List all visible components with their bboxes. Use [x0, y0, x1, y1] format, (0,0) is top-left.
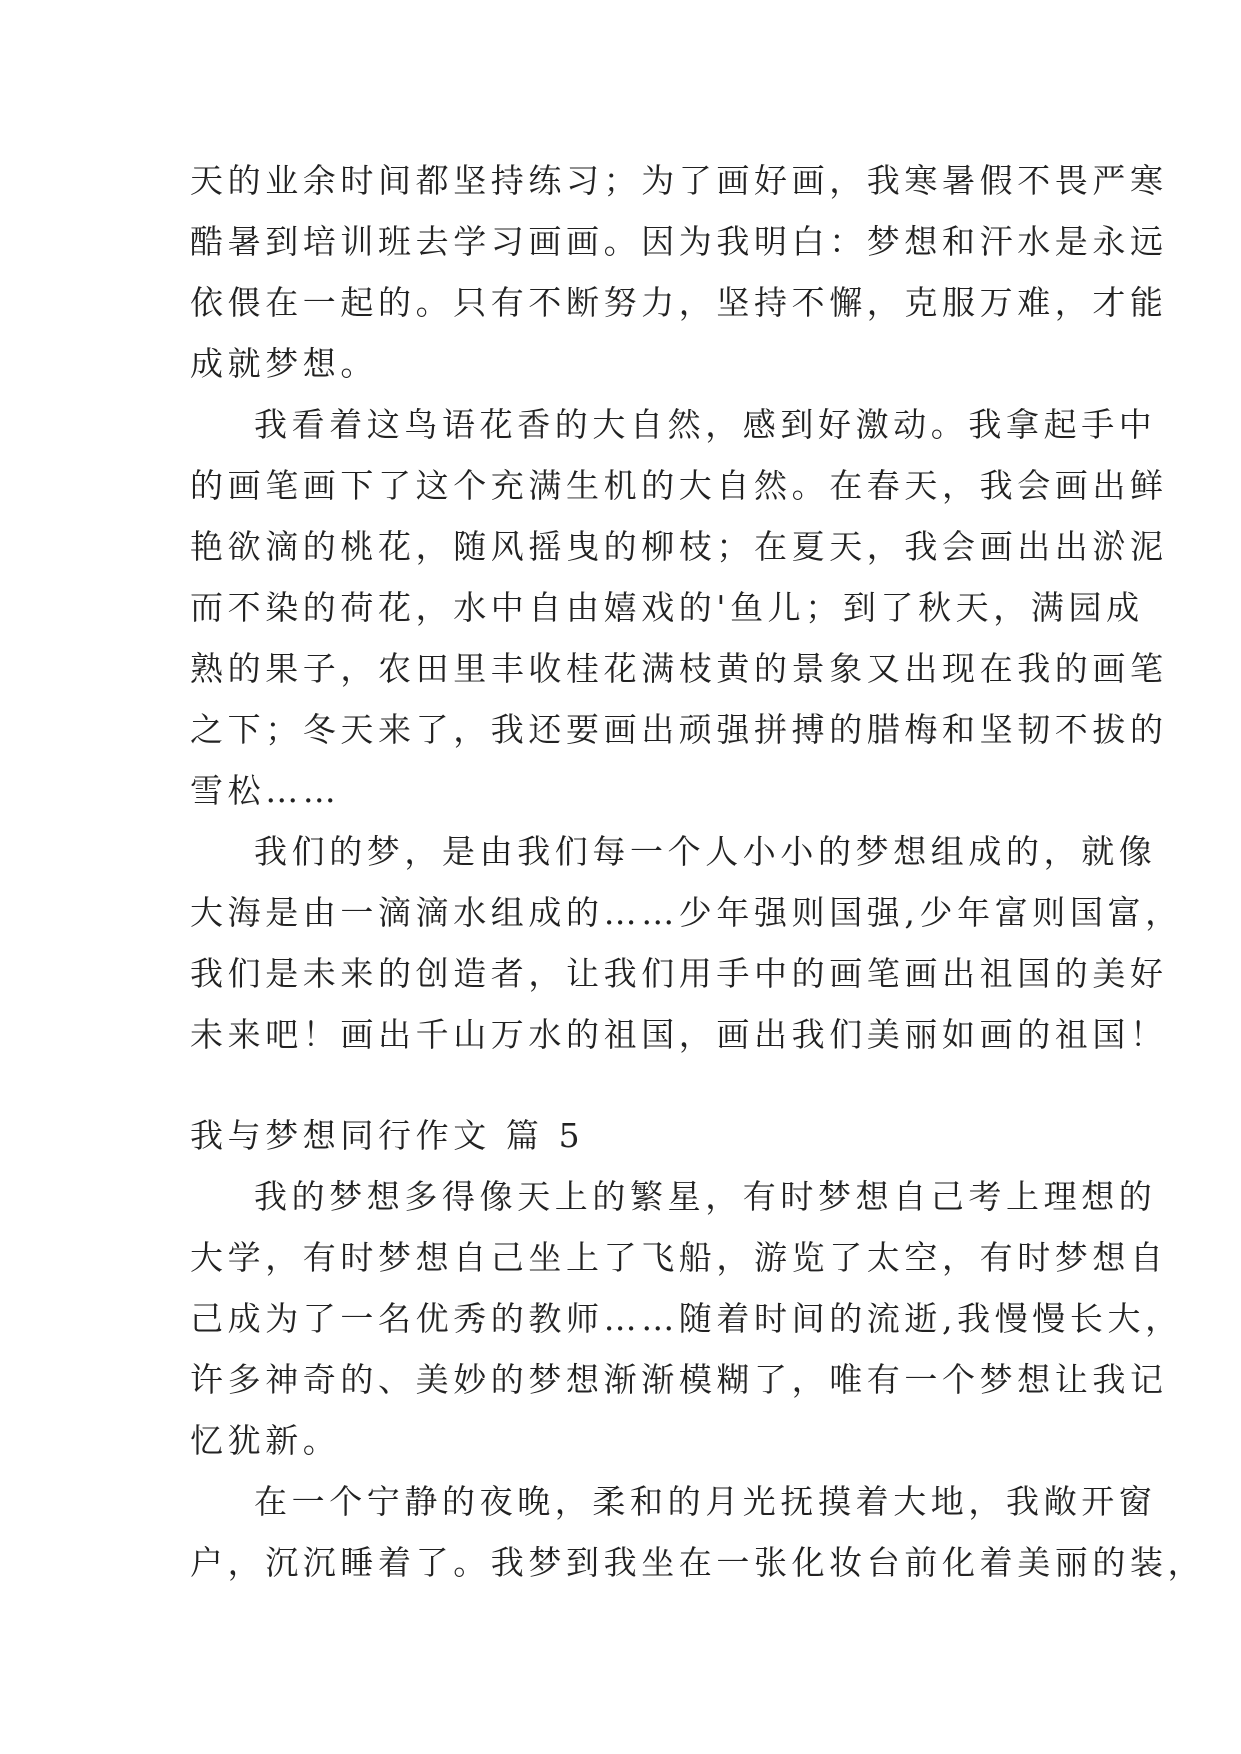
- paragraph-2: [190, 394, 1168, 821]
- document-body: [190, 150, 1206, 1593]
- paragraph-line: 而不染的荷花，水中自由嬉戏的'鱼儿；到了秋天，满园成: [190, 588, 1144, 627]
- paragraph-line: 大海是由一滴滴水组成的……少年强则国强,少年富则国富，: [190, 893, 1183, 932]
- paragraph-line: 依偎在一起的。只有不断努力，坚持不懈，克服万难，才能: [190, 283, 1168, 322]
- paragraph-line: 忆犹新。: [190, 1421, 341, 1460]
- paragraph-line: 许多神奇的、美妙的梦想渐渐模糊了，唯有一个梦想让我记: [190, 1360, 1168, 1399]
- paragraph-line: 我的梦想多得像天上的繁星，有时梦想自己考上理想的: [254, 1177, 1157, 1216]
- paragraph-line: 酷暑到培训班去学习画画。因为我明白：梦想和汗水是永远: [190, 222, 1168, 261]
- paragraph-line: 雪松……: [190, 771, 341, 810]
- section-heading: 我与梦想同行作文 篇 5: [190, 1116, 585, 1155]
- paragraph-line: 之下；冬天来了，我还要画出顽强拼搏的腊梅和坚韧不拔的: [190, 710, 1168, 749]
- paragraph-line: 我们是未来的创造者，让我们用手中的画笔画出祖国的美好: [190, 954, 1168, 993]
- paragraph-line: 熟的果子，农田里丰收桂花满枝黄的景象又出现在我的画笔: [190, 649, 1168, 688]
- paragraph-line: 的画笔画下了这个充满生机的大自然。在春天，我会画出鲜: [190, 466, 1168, 505]
- paragraph-line: 天的业余时间都坚持练习；为了画好画，我寒暑假不畏严寒: [190, 161, 1168, 200]
- paragraph-line: 户，沉沉睡着了。我梦到我坐在一张化妆台前化着美丽的装，: [190, 1543, 1206, 1582]
- paragraph-line: 艳欲滴的桃花，随风摇曳的柳枝；在夏天，我会画出出淤泥: [190, 527, 1168, 566]
- paragraph-line: 在一个宁静的夜晚，柔和的月光抚摸着大地，我敞开窗: [254, 1482, 1157, 1521]
- section-spacer: [190, 1065, 1050, 1105]
- paragraph-line: 大学，有时梦想自己坐上了飞船，游览了太空，有时梦想自: [190, 1238, 1168, 1277]
- paragraph-4: [190, 1166, 1183, 1471]
- paragraph-5: [190, 1471, 1206, 1593]
- paragraph-line: 我们的梦，是由我们每一个人小小的梦想组成的，就像: [254, 832, 1157, 871]
- paragraph-line: 成就梦想。: [190, 344, 378, 383]
- paragraph-3: [190, 821, 1183, 1065]
- paragraph-1: [190, 150, 1168, 394]
- paragraph-line: 己成为了一名优秀的教师……随着时间的流逝,我慢慢长大，: [190, 1299, 1183, 1338]
- paragraph-line: 我看着这鸟语花香的大自然，感到好激动。我拿起手中: [254, 405, 1157, 444]
- paragraph-line: 未来吧！画出千山万水的祖国，画出我们美丽如画的祖国！: [190, 1015, 1168, 1054]
